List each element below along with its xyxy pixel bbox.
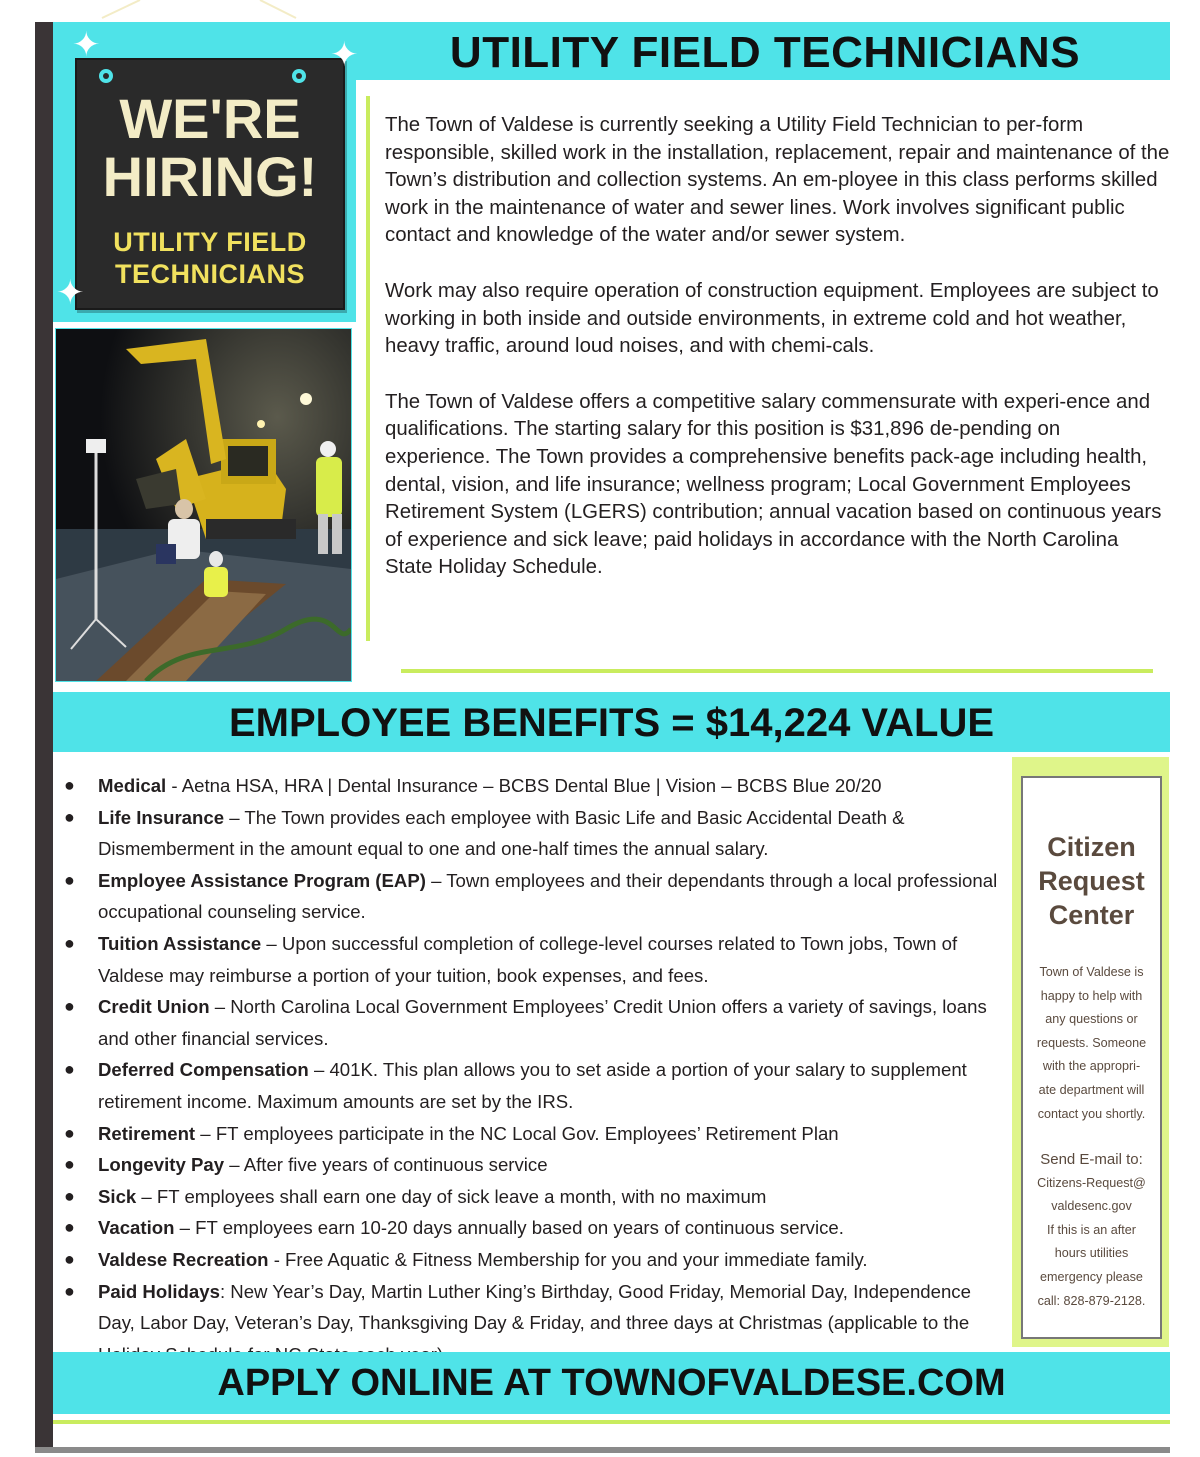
- bullet-icon: ●: [64, 1248, 75, 1269]
- benefit-text: – FT employees earn 10-20 days annually based on years of continuous service.: [174, 1217, 844, 1239]
- send-email-label: Send E-mail to:: [1040, 1151, 1143, 1168]
- benefit-label: Paid Holidays: [98, 1280, 220, 1302]
- bullet-icon: ●: [64, 1059, 75, 1080]
- benefit-label: Life Insurance: [98, 806, 225, 828]
- bullet-icon: ●: [64, 775, 75, 795]
- citizen-center-contact: [1023, 1148, 1160, 1313]
- hiring-heading: [77, 87, 343, 208]
- email-address[interactable]: valdesenc.gov: [1051, 1199, 1132, 1214]
- benefit-text: – North Carolina Local Government Employees’ Credit Union offers a variety of savings, loans and other financial services.: [98, 996, 987, 1049]
- benefit-text: – Town employees and their dependants through a local professional occupational counseling service.: [98, 869, 998, 923]
- citizen-text-line: with the appropri-: [1042, 1059, 1141, 1074]
- benefit-label: Employee Assistance Program (EAP): [98, 869, 426, 891]
- benefit-label: Tuition Assistance: [98, 932, 262, 954]
- citizen-text-line: requests. Someone: [1036, 1035, 1147, 1050]
- bullet-icon: ●: [64, 1122, 75, 1143]
- sparkle-icon: ✦: [72, 25, 101, 65]
- sparkle-icon: ✦: [56, 273, 85, 313]
- benefit-text: - Free Aquatic & Fitness Membership for you and your immediate family.: [268, 1248, 868, 1270]
- bullet-icon: ●: [64, 932, 75, 953]
- list-item: [60, 991, 1000, 1054]
- list-item: [60, 1212, 1000, 1244]
- phone-number: call: 828-879-2128.: [1037, 1293, 1146, 1308]
- citizen-text-line: If this is an after: [1047, 1222, 1136, 1237]
- citizen-text-line: hours utilities: [1054, 1246, 1129, 1261]
- benefit-label: Deferred Compensation: [98, 1059, 309, 1081]
- benefit-label: Vacation: [98, 1217, 175, 1239]
- citizen-title-line: Citizen: [1047, 832, 1136, 862]
- hiring-sign: [75, 58, 345, 310]
- list-item: [60, 1149, 1000, 1181]
- citizen-center-text: [1023, 961, 1160, 1126]
- benefit-text: – FT employees participate in the NC Local Gov. Employees’ Retirement Plan: [195, 1122, 839, 1144]
- benefit-label: Medical: [98, 775, 167, 796]
- accent-rule-vertical: [366, 96, 370, 641]
- benefit-label: Retirement: [98, 1122, 196, 1144]
- bullet-icon: ●: [64, 1154, 75, 1175]
- benefit-text: - Aetna HSA, HRA | Dental Insurance – BCBS Dental Blue | Vision – BCBS Blue 20/20: [166, 775, 882, 796]
- benefit-label: Sick: [98, 1185, 137, 1207]
- bottom-edge: [35, 1447, 1170, 1453]
- benefits-heading: EMPLOYEE BENEFITS = $14,224 VALUE: [228, 701, 995, 745]
- benefits-list: [60, 770, 1000, 1370]
- benefit-label: Valdese Recreation: [98, 1248, 269, 1270]
- list-item: [60, 1244, 1000, 1276]
- bullet-icon: ●: [64, 869, 75, 890]
- citizen-text-line: happy to help with: [1040, 988, 1143, 1003]
- hiring-sub1: UTILITY FIELD: [113, 227, 307, 257]
- list-item: [60, 1118, 1000, 1150]
- citizen-text-line: any questions or: [1045, 1012, 1138, 1027]
- list-item: [60, 770, 1000, 802]
- hiring-line1: WE'RE: [119, 87, 301, 150]
- email-address[interactable]: Citizens-Request@: [1037, 1175, 1146, 1190]
- benefit-text: – After five years of continuous service: [224, 1154, 548, 1176]
- job-description: [385, 112, 1170, 610]
- benefit-text: : New Year’s Day, Martin Luther King’s Birthday, Good Friday, Memorial Day, Independence Day, Labor Day, Veteran’s Day, Thanksgiving Day & Friday, and three days at Christmas (applicable to the: [98, 1280, 971, 1334]
- bullet-icon: ●: [64, 806, 75, 827]
- description-paragraph: The Town of Valdese is currently seeking a Utility Field Technician to per-form responsible, skilled work in the installation, replacement, repair and maintenance of the Town’s distribution and collection systems. An em-ployee in this class performs skilled work in the maintenance of water and sewer lines. Work involves significant public contact and knowledge of the water and/or sewer system.: [385, 114, 1170, 247]
- page-title: UTILITY FIELD TECHNICIANS: [449, 28, 1081, 77]
- bullet-icon: ●: [64, 1217, 75, 1238]
- list-item: [60, 802, 1000, 865]
- excavation-photo: [55, 328, 352, 682]
- list-item: [60, 1054, 1000, 1117]
- apply-link[interactable]: APPLY ONLINE AT TOWNOFVALDESE.COM: [217, 1362, 1006, 1404]
- list-item: [60, 865, 1000, 928]
- citizen-request-center: [1021, 776, 1162, 1339]
- list-item: [60, 928, 1000, 991]
- accent-rule-horizontal: [401, 669, 1153, 673]
- benefit-text: – The Town provides each employee with Basic Life and Basic Accidental Death & Dismemberment in the amount equal to one and one-half times the annual salary.: [98, 806, 905, 860]
- list-item: [60, 1181, 1000, 1213]
- description-paragraph: Work may also require operation of construction equipment. Employees are subject to working in both inside and outside environments, in extreme cold and hot weather, heavy traffic, around loud noises, and with chemi-cals.: [385, 279, 1159, 358]
- bullet-icon: ●: [64, 1185, 75, 1206]
- citizen-center-title: [1023, 830, 1160, 932]
- bullet-icon: ●: [64, 996, 75, 1017]
- benefit-text: – Upon successful completion of college-level courses related to Town jobs, Town of Valdese may reimburse a portion of your tuition, book expenses, and fees.: [98, 932, 958, 986]
- hiring-sub2: TECHNICIANS: [114, 259, 305, 289]
- citizen-text-line: ate department will: [1038, 1082, 1145, 1097]
- hiring-subheading: [77, 226, 343, 290]
- bullet-icon: ●: [64, 1280, 75, 1301]
- benefit-text: – 401K. This plan allows you to set aside a portion of your salary to supplement retirement income. Maximum amounts are set by the IRS.: [98, 1059, 967, 1112]
- benefit-label: Longevity Pay: [98, 1154, 225, 1176]
- left-border-bar: [35, 22, 53, 1450]
- citizen-text-line: emergency please: [1040, 1269, 1143, 1284]
- accent-rule-footer: [53, 1420, 1170, 1424]
- citizen-text-line: contact you shortly.: [1037, 1106, 1146, 1121]
- benefit-text: – FT employees shall earn one day of sick leave a month, with no maximum: [136, 1185, 767, 1207]
- description-paragraph: The Town of Valdese offers a competitive salary commensurate with experi-ence and qualifications. The starting salary for this position is $31,896 de-pending on experience. The Town provides a comprehensive benefits pack-age including health, dental, vision, and life insurance; wellness program; Local Government Employees Retirement System (LGERS) contribution; annual vacation based on continuous years of experience and sick leave; paid holidays in accordance with the North Carolina State Holiday Schedule.: [385, 390, 1162, 579]
- citizen-title-line: Center: [1048, 900, 1135, 930]
- sparkle-icon: ✦: [330, 35, 359, 75]
- benefit-label: Credit Union: [98, 996, 210, 1018]
- citizen-text-line: Town of Valdese is: [1039, 965, 1144, 979]
- hiring-line2: HIRING!: [102, 145, 318, 208]
- citizen-title-line: Request: [1038, 866, 1145, 896]
